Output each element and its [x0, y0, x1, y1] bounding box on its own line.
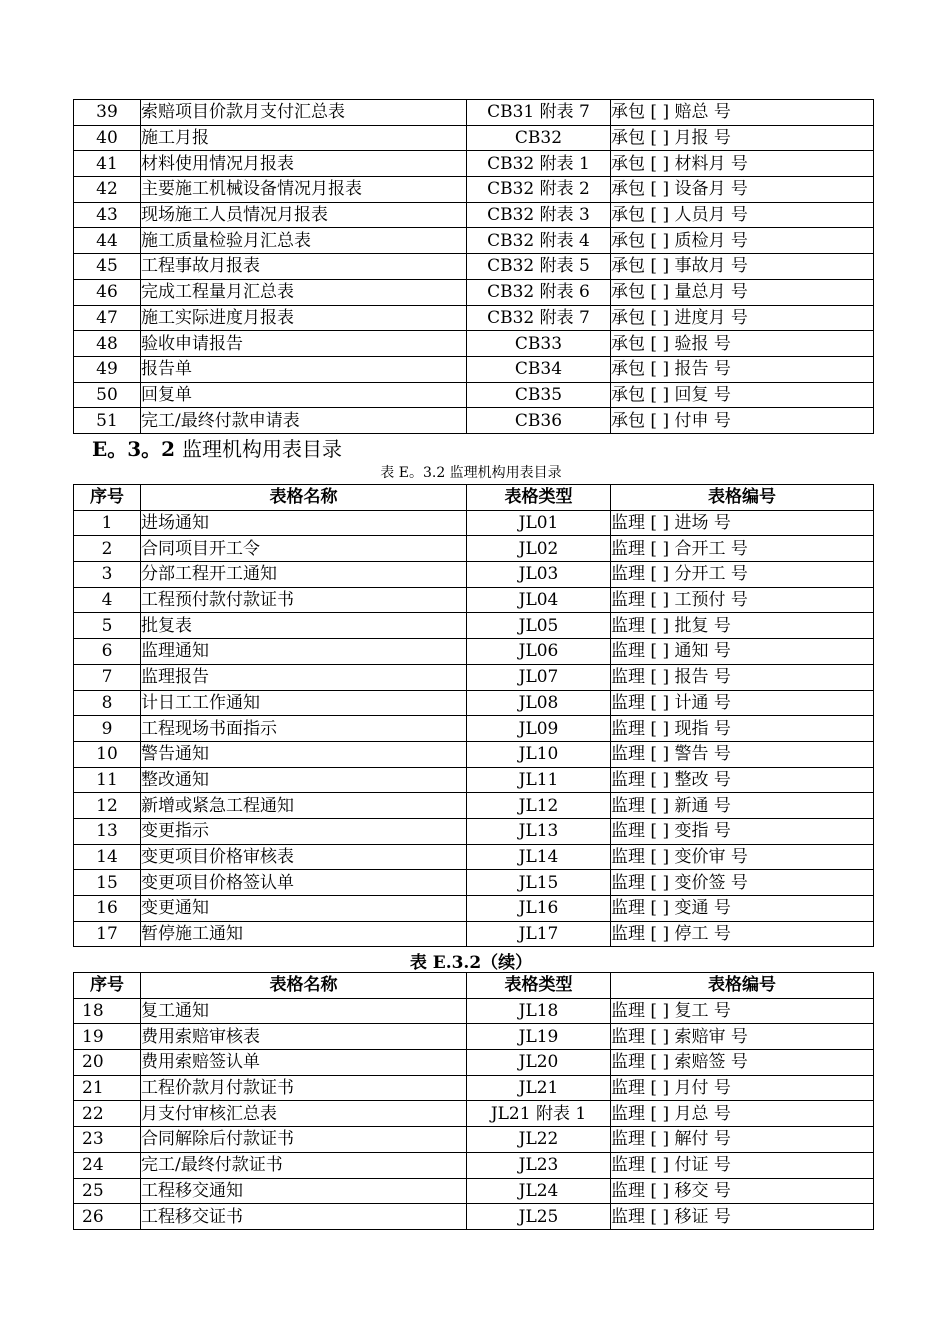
form-name: 整改通知	[141, 767, 467, 793]
table-row	[74, 1204, 874, 1230]
form-type: CB32 附表 5	[467, 254, 611, 280]
table-row	[74, 793, 874, 819]
row-number: 21	[74, 1075, 141, 1101]
supervision-forms-table	[73, 484, 874, 947]
table-row	[74, 921, 874, 947]
form-type: JL07	[467, 664, 611, 690]
header-type: 表格类型	[467, 485, 611, 511]
table-row	[74, 587, 874, 613]
row-number: 22	[74, 1101, 141, 1127]
row-number: 24	[74, 1152, 141, 1178]
row-number: 50	[74, 382, 141, 408]
header-name: 表格名称	[141, 485, 467, 511]
table-row	[74, 382, 874, 408]
form-type: JL19	[467, 1024, 611, 1050]
table-row	[74, 125, 874, 151]
section-number: E。3。2	[92, 437, 176, 461]
row-number: 39	[74, 100, 141, 126]
row-number: 9	[74, 716, 141, 742]
form-name: 监理报告	[141, 664, 467, 690]
form-type: JL13	[467, 818, 611, 844]
form-code: 监理 [ ] 付证 号	[611, 1152, 874, 1178]
form-type: JL23	[467, 1152, 611, 1178]
row-number: 23	[74, 1127, 141, 1153]
form-name: 施工质量检验月汇总表	[141, 228, 467, 254]
form-name: 变更指示	[141, 818, 467, 844]
form-type: JL01	[467, 510, 611, 536]
row-number: 5	[74, 613, 141, 639]
form-code: 承包 [ ] 赔总 号	[611, 100, 874, 126]
table-row	[74, 613, 874, 639]
form-name: 新增或紧急工程通知	[141, 793, 467, 819]
form-name: 现场施工人员情况月报表	[141, 202, 467, 228]
form-name: 计日工工作通知	[141, 690, 467, 716]
row-number: 2	[74, 536, 141, 562]
form-name: 合同项目开工令	[141, 536, 467, 562]
row-number: 6	[74, 639, 141, 665]
form-code: 监理 [ ] 现指 号	[611, 716, 874, 742]
table-row	[74, 100, 874, 126]
header-code: 表格编号	[611, 485, 874, 511]
row-number: 3	[74, 562, 141, 588]
form-code: 监理 [ ] 进场 号	[611, 510, 874, 536]
form-name: 变更通知	[141, 896, 467, 922]
row-number: 42	[74, 177, 141, 203]
form-type: JL15	[467, 870, 611, 896]
contractor-forms-body	[74, 100, 874, 434]
row-number: 44	[74, 228, 141, 254]
form-name: 工程现场书面指示	[141, 716, 467, 742]
table-row	[74, 279, 874, 305]
form-name: 费用索赔签认单	[141, 1050, 467, 1076]
form-type: CB36	[467, 408, 611, 434]
table-row	[74, 177, 874, 203]
row-number: 49	[74, 356, 141, 382]
table-row	[74, 998, 874, 1024]
form-code: 监理 [ ] 批复 号	[611, 613, 874, 639]
table-caption: 表 E。3.2 监理机构用表目录	[380, 465, 562, 481]
table-header-row	[74, 485, 874, 511]
form-code: 监理 [ ] 月付 号	[611, 1075, 874, 1101]
form-type: JL09	[467, 716, 611, 742]
form-name: 工程价款月付款证书	[141, 1075, 467, 1101]
section-heading	[92, 433, 342, 462]
table-row	[74, 1024, 874, 1050]
form-type: JL08	[467, 690, 611, 716]
form-name: 工程事故月报表	[141, 254, 467, 280]
form-type: JL18	[467, 998, 611, 1024]
form-type: CB32 附表 7	[467, 305, 611, 331]
table-header-row	[74, 973, 874, 999]
form-code: 承包 [ ] 报告 号	[611, 356, 874, 382]
form-name: 报告单	[141, 356, 467, 382]
form-type: CB32 附表 6	[467, 279, 611, 305]
row-number: 17	[74, 921, 141, 947]
form-type: JL04	[467, 587, 611, 613]
row-number: 20	[74, 1050, 141, 1076]
row-number: 12	[74, 793, 141, 819]
table-row	[74, 1075, 874, 1101]
section-title: 监理机构用表目录	[182, 437, 343, 461]
table-row	[74, 1127, 874, 1153]
form-code: 监理 [ ] 警告 号	[611, 741, 874, 767]
header-no: 序号	[74, 973, 141, 999]
table-row	[74, 1050, 874, 1076]
form-code: 监理 [ ] 复工 号	[611, 998, 874, 1024]
form-name: 验收申请报告	[141, 331, 467, 357]
form-type: JL21	[467, 1075, 611, 1101]
header-type: 表格类型	[467, 973, 611, 999]
form-name: 施工月报	[141, 125, 467, 151]
form-name: 复工通知	[141, 998, 467, 1024]
form-type: CB32 附表 1	[467, 151, 611, 177]
form-type: CB31 附表 7	[467, 100, 611, 126]
row-number: 47	[74, 305, 141, 331]
row-number: 19	[74, 1024, 141, 1050]
row-number: 14	[74, 844, 141, 870]
form-code: 监理 [ ] 变价审 号	[611, 844, 874, 870]
table-row	[74, 896, 874, 922]
form-type: JL11	[467, 767, 611, 793]
form-name: 监理通知	[141, 639, 467, 665]
form-type: JL17	[467, 921, 611, 947]
form-code: 监理 [ ] 合开工 号	[611, 536, 874, 562]
table-row	[74, 562, 874, 588]
form-type: JL22	[467, 1127, 611, 1153]
form-type: CB35	[467, 382, 611, 408]
form-type: JL20	[467, 1050, 611, 1076]
row-number: 7	[74, 664, 141, 690]
form-code: 监理 [ ] 变通 号	[611, 896, 874, 922]
form-name: 完工/最终付款申请表	[141, 408, 467, 434]
row-number: 16	[74, 896, 141, 922]
form-code: 承包 [ ] 事故月 号	[611, 254, 874, 280]
form-name: 批复表	[141, 613, 467, 639]
form-code: 监理 [ ] 索赔审 号	[611, 1024, 874, 1050]
form-name: 主要施工机械设备情况月报表	[141, 177, 467, 203]
form-code: 监理 [ ] 变指 号	[611, 818, 874, 844]
form-code: 承包 [ ] 设备月 号	[611, 177, 874, 203]
form-type: JL03	[467, 562, 611, 588]
form-code: 监理 [ ] 索赔签 号	[611, 1050, 874, 1076]
table-row	[74, 331, 874, 357]
header-name: 表格名称	[141, 973, 467, 999]
form-name: 警告通知	[141, 741, 467, 767]
form-type: JL05	[467, 613, 611, 639]
form-code: 监理 [ ] 变价签 号	[611, 870, 874, 896]
form-code: 监理 [ ] 解付 号	[611, 1127, 874, 1153]
form-name: 完工/最终付款证书	[141, 1152, 467, 1178]
table-row	[74, 305, 874, 331]
form-code: 承包 [ ] 材料月 号	[611, 151, 874, 177]
form-type: JL10	[467, 741, 611, 767]
form-code: 监理 [ ] 工预付 号	[611, 587, 874, 613]
row-number: 40	[74, 125, 141, 151]
form-name: 工程移交通知	[141, 1178, 467, 1204]
supervision-forms-body	[74, 510, 874, 947]
row-number: 18	[74, 998, 141, 1024]
form-type: CB33	[467, 331, 611, 357]
contractor-forms-table	[73, 99, 874, 434]
table-row	[74, 767, 874, 793]
row-number: 26	[74, 1204, 141, 1230]
form-code: 承包 [ ] 付申 号	[611, 408, 874, 434]
table-row	[74, 228, 874, 254]
form-name: 月支付审核汇总表	[141, 1101, 467, 1127]
form-type: JL14	[467, 844, 611, 870]
form-name: 分部工程开工通知	[141, 562, 467, 588]
form-code: 监理 [ ] 新通 号	[611, 793, 874, 819]
table-row	[74, 254, 874, 280]
table-row	[74, 844, 874, 870]
form-code: 承包 [ ] 量总月 号	[611, 279, 874, 305]
row-number: 1	[74, 510, 141, 536]
row-number: 15	[74, 870, 141, 896]
form-name: 回复单	[141, 382, 467, 408]
form-name: 索赔项目价款月支付汇总表	[141, 100, 467, 126]
form-code: 监理 [ ] 移交 号	[611, 1178, 874, 1204]
form-name: 完成工程量月汇总表	[141, 279, 467, 305]
row-number: 4	[74, 587, 141, 613]
row-number: 11	[74, 767, 141, 793]
form-name: 费用索赔审核表	[141, 1024, 467, 1050]
form-code: 承包 [ ] 人员月 号	[611, 202, 874, 228]
header-code: 表格编号	[611, 973, 874, 999]
form-code: 监理 [ ] 通知 号	[611, 639, 874, 665]
form-name: 变更项目价格签认单	[141, 870, 467, 896]
table-row	[74, 151, 874, 177]
form-name: 变更项目价格审核表	[141, 844, 467, 870]
form-name: 施工实际进度月报表	[141, 305, 467, 331]
form-code: 监理 [ ] 计通 号	[611, 690, 874, 716]
form-code: 监理 [ ] 整改 号	[611, 767, 874, 793]
form-type: JL21 附表 1	[467, 1101, 611, 1127]
row-number: 25	[74, 1178, 141, 1204]
table-row	[74, 690, 874, 716]
table-row	[74, 639, 874, 665]
form-type: JL02	[467, 536, 611, 562]
form-name: 工程预付款付款证书	[141, 587, 467, 613]
form-code: 承包 [ ] 回复 号	[611, 382, 874, 408]
table-row	[74, 356, 874, 382]
form-name: 工程移交证书	[141, 1204, 467, 1230]
row-number: 43	[74, 202, 141, 228]
header-no: 序号	[74, 485, 141, 511]
table-row	[74, 818, 874, 844]
table-row	[74, 716, 874, 742]
form-type: JL16	[467, 896, 611, 922]
form-type: CB34	[467, 356, 611, 382]
form-code: 监理 [ ] 停工 号	[611, 921, 874, 947]
table-continued-caption: 表 E.3.2（续）	[409, 953, 533, 973]
form-name: 合同解除后付款证书	[141, 1127, 467, 1153]
table-row	[74, 664, 874, 690]
form-name: 暂停施工通知	[141, 921, 467, 947]
form-name: 材料使用情况月报表	[141, 151, 467, 177]
row-number: 41	[74, 151, 141, 177]
form-code: 监理 [ ] 分开工 号	[611, 562, 874, 588]
form-code: 监理 [ ] 移证 号	[611, 1204, 874, 1230]
form-type: JL06	[467, 639, 611, 665]
table-row	[74, 408, 874, 434]
table-row	[74, 870, 874, 896]
form-type: CB32 附表 2	[467, 177, 611, 203]
form-name: 进场通知	[141, 510, 467, 536]
table-row	[74, 1152, 874, 1178]
form-code: 承包 [ ] 进度月 号	[611, 305, 874, 331]
form-code: 监理 [ ] 月总 号	[611, 1101, 874, 1127]
table-row	[74, 536, 874, 562]
row-number: 13	[74, 818, 141, 844]
table-row	[74, 741, 874, 767]
row-number: 48	[74, 331, 141, 357]
form-code: 承包 [ ] 质检月 号	[611, 228, 874, 254]
form-type: CB32	[467, 125, 611, 151]
form-type: JL25	[467, 1204, 611, 1230]
form-type: JL24	[467, 1178, 611, 1204]
form-type: CB32 附表 4	[467, 228, 611, 254]
form-type: JL12	[467, 793, 611, 819]
row-number: 51	[74, 408, 141, 434]
supervision-forms-continued-body	[74, 998, 874, 1229]
row-number: 46	[74, 279, 141, 305]
table-row	[74, 1178, 874, 1204]
row-number: 10	[74, 741, 141, 767]
form-code: 承包 [ ] 月报 号	[611, 125, 874, 151]
table-row	[74, 202, 874, 228]
table-row	[74, 1101, 874, 1127]
supervision-forms-continued-table	[73, 972, 874, 1230]
row-number: 45	[74, 254, 141, 280]
form-type: CB32 附表 3	[467, 202, 611, 228]
row-number: 8	[74, 690, 141, 716]
form-code: 监理 [ ] 报告 号	[611, 664, 874, 690]
table-row	[74, 510, 874, 536]
form-code: 承包 [ ] 验报 号	[611, 331, 874, 357]
